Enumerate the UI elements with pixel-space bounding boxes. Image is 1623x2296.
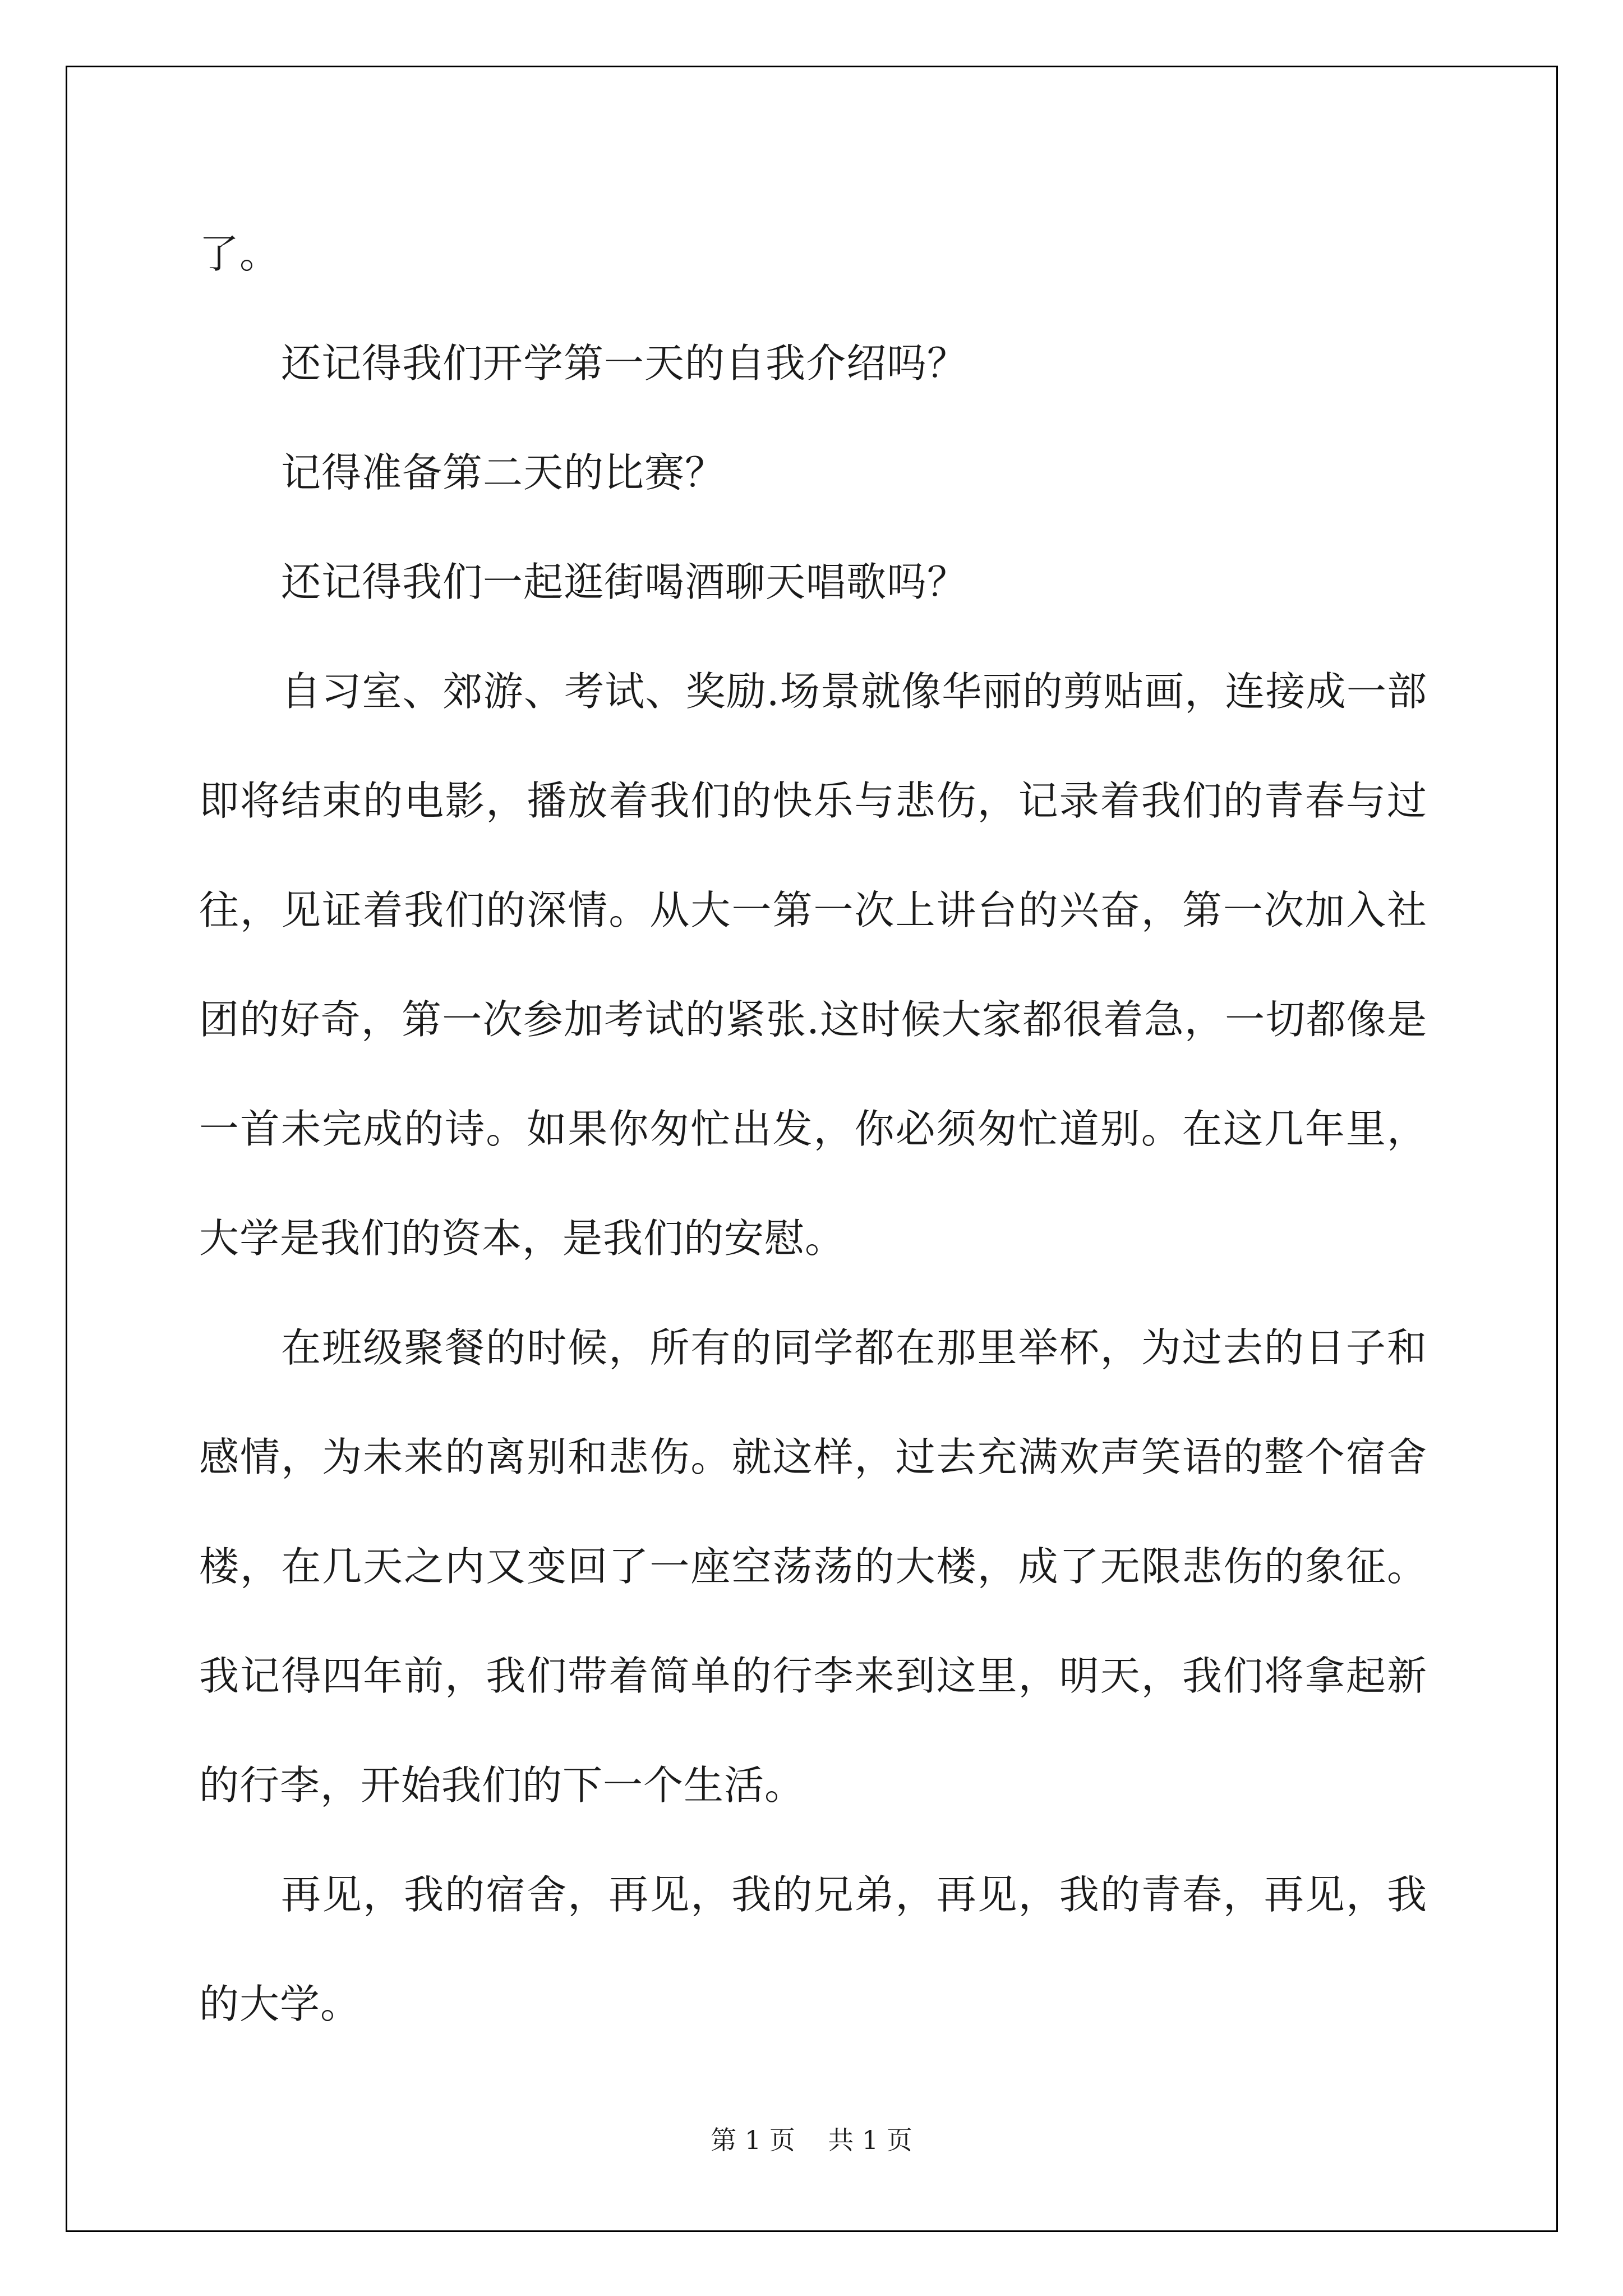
paragraph-farewell: 再见，我的宿舍，再见，我的兄弟，再见，我的青春，再见，我的大学。	[199, 1871, 1427, 2027]
paragraph-continuation: 了。	[199, 231, 280, 277]
paragraph-memories: 自习室、郊游、考试、奖励.场景就像华丽的剪贴画，连接成一部即将结束的电影，播放着我们的快乐与悲伤，记录着我们的青春与过往，见证着我们的深情。从大一第一次上讲台的兴奋，第一次加入社团的好奇，第一次参加考试的紧张.这时候大家都很着急，一切都像是一首未完成的诗。如果你匆忙出发，你必须匆忙道别。在这几年里，大学是我们的资本，是我们的安慰。	[199, 668, 1427, 1262]
paragraph-self-introduction: 还记得我们开学第一天的自我介绍吗？	[281, 340, 968, 386]
paragraph-competition: 记得准备第二天的比赛？	[281, 449, 726, 496]
paragraph-class-dinner: 在班级聚餐的时候，所有的同学都在那里举杯，为过去的日子和感情，为未来的离别和悲伤。就这样，过去充满欢声笑语的整个宿舍楼，在几天之内又变回了一座空荡荡的大楼，成了无限悲伤的象征。我记得四年前，我们带着简单的行李来到这里，明天，我们将拿起新的行李，开始我们的下一个生活。	[199, 1324, 1427, 1809]
document-body	[199, 199, 1427, 2059]
page-number-footer: 第 1 页 共 1 页	[711, 2125, 912, 2155]
paragraph-shopping: 还记得我们一起逛街喝酒聊天唱歌吗？	[281, 559, 968, 605]
